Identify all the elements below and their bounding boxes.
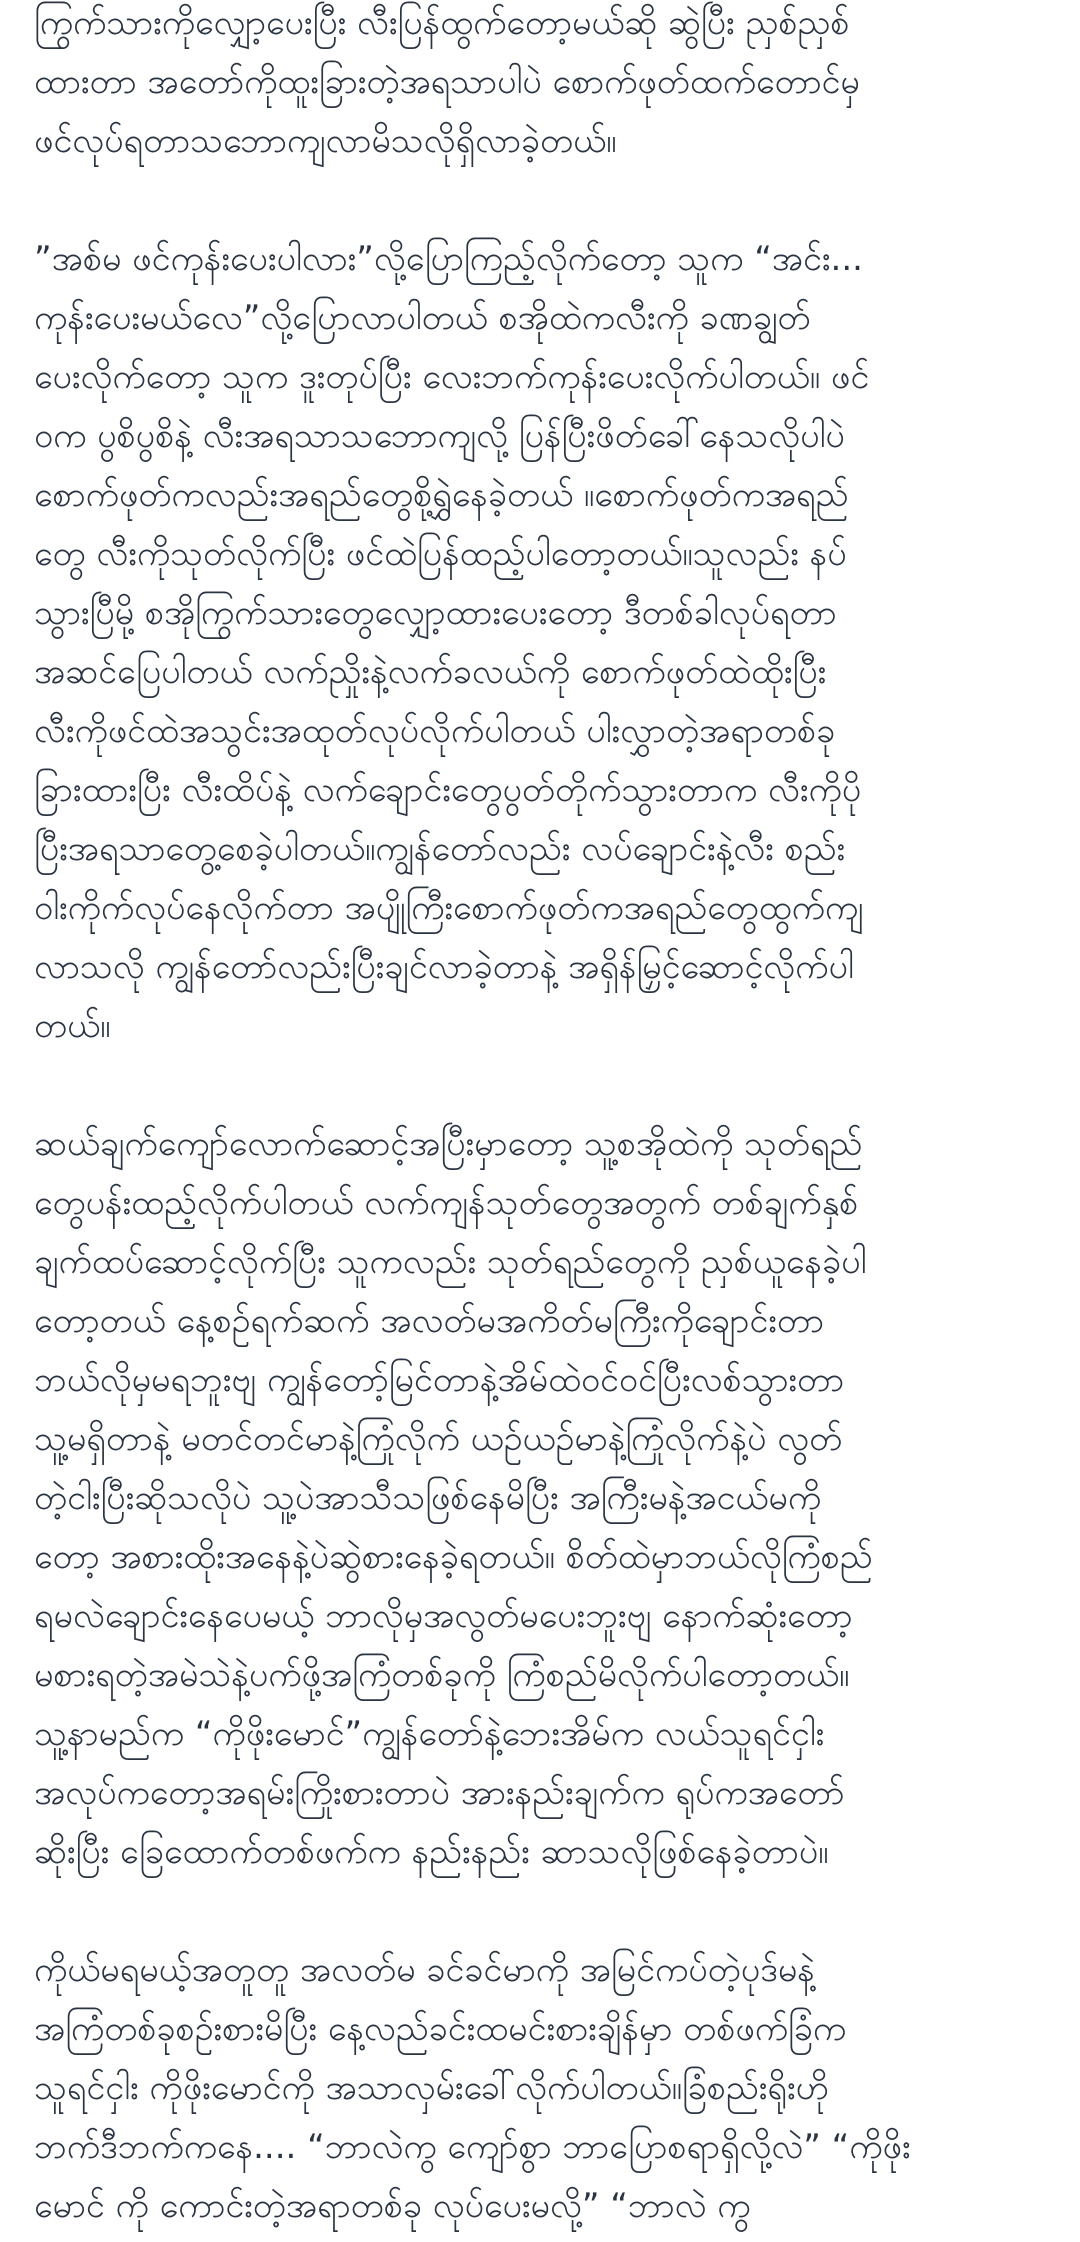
paragraph-line: တော့ အစားထိုးအနေနဲ့ပဲဆွဲစားနေခဲ့ရတယ်။ စိတ်ထဲမှာဘယ်လိုကြံစည်: [34, 1537, 873, 1577]
paragraph-line: ထားတာ အတော်ကိုထူးခြားတဲ့အရသာပါပဲ စောက်ဖုတ်ထက်တောင်မှ: [34, 62, 860, 102]
article-paragraph: [34, 1941, 1046, 2236]
article-body: [34, 0, 1046, 2242]
paragraph-line: တော့တယ် နေ့စဉ်ရက်ဆက် အလတ်မအကိတ်မကြီးကိုချောင်းတာ: [34, 1301, 824, 1341]
paragraph-line: အလုပ်ကတော့အရမ်းကြိုးစားတာပဲ အားနည်းချက်က ရုပ်ကအတော်: [34, 1773, 845, 1813]
paragraph-line: ပေးလိုက်တော့ သူက ဒူးတုပ်ပြီး လေးဘက်ကုန်းပေးလိုက်ပါတယ်။ ဖင်: [34, 357, 870, 397]
paragraph-line: အဆင်ပြေပါတယ် လက်ညှိုးနဲ့လက်ခလယ်ကို စောက်ဖုတ်ထဲထိုးပြီး: [34, 652, 827, 692]
paragraph-line: သူ့မရှိတာနဲ့ မတင်တင်မာနဲ့ကြုံလိုက် ယဉ်ယဉ်မာနဲ့ကြုံလိုက်နဲ့ပဲ လွတ်: [34, 1419, 843, 1459]
paragraph-line: ဖင်လုပ်ရတာသဘောကျလာမိသလိုရှိလာခဲ့တယ်။: [34, 121, 617, 161]
paragraph-line: လီးကိုဖင်ထဲအသွင်းအထုတ်လုပ်လိုက်ပါတယ် ပါးလွှာတဲ့အရာတစ်ခု: [34, 711, 836, 751]
paragraph-line: ကိုယ်မရမယ့်အတူတူ အလတ်မ ခင်ခင်မာကို အမြင်ကပ်တဲ့ပုဒ်မနဲ့: [34, 1950, 815, 1990]
paragraph-line: ကုန်းပေးမယ်လေ”လို့ပြောလာပါတယ် စအိုထဲကလီးကို ခဏချွတ်: [34, 298, 811, 338]
paragraph-line: ဘက်ဒီဘက်ကနေ.... “ဘာလဲကွ ကျော်စွာ ဘာပြောစရာရှိလို့လဲ” “ကိုဖိုး: [34, 2127, 911, 2167]
paragraph-line: ပြီးအရသာတွေ့စေခဲ့ပါတယ်။ကျွန်တော်လည်း လပ်ချောင်းနဲ့လီး စည်း: [34, 829, 846, 869]
paragraph-line: ဆယ်ချက်ကျော်လောက်ဆောင့်အပြီးမှာတော့ သူ့စအိုထဲကို သုတ်ရည်: [34, 1124, 863, 1164]
paragraph-line: ဘယ်လိုမှမရဘူးဗျ ကျွန်တော့်မြင်တာနဲ့အိမ်ထဲဝင်ဝင်ပြီးလစ်သွားတာ: [34, 1360, 845, 1400]
paragraph-line: ဝါးကိုက်လုပ်နေလိုက်တာ အပျိုကြီးစောက်ဖုတ်ကအရည်တွေထွက်ကျ: [34, 888, 864, 928]
paragraph-line: ကြွက်သားကိုလျှော့ပေးပြီး လီးပြန်ထွက်တော့မယ်ဆို ဆွဲပြီး ညှစ်ညှစ်: [34, 3, 850, 43]
article-paragraph: [34, 1115, 1046, 1882]
paragraph-line: လာသလို ကျွန်တော်လည်းပြီးချင်လာခဲ့တာနဲ့ အရှိန်မြှင့်ဆောင့်လိုက်ပါ: [34, 947, 854, 987]
paragraph-line: စောက်ဖုတ်ကလည်းအရည်တွေစို့ရွှဲနေခဲ့တယ် ။စောက်ဖုတ်ကအရည်: [34, 475, 849, 515]
paragraph-line: ဝက ပွစိပွစိနဲ့ လီးအရသာသဘောကျလို့ ပြန်ပြီးဖိတ်ခေါ်နေသလိုပါပဲ: [34, 416, 845, 456]
paragraph-line: ရမလဲချောင်းနေပေမယ့် ဘာလိုမှအလွတ်မပေးဘူးဗျ နောက်ဆုံးတော့: [34, 1596, 853, 1636]
article-paragraph: [34, 0, 1046, 171]
paragraph-line: ခြားထားပြီး လီးထိပ်နဲ့ လက်ချောင်းတွေပွတ်တိုက်သွားတာက လီးကိုပို: [34, 770, 862, 810]
paragraph-line: တဲ့ငါးပြီးဆိုသလိုပဲ သူ့ပဲအာသီသဖြစ်နေမိပြီး အကြီးမနဲ့အငယ်မကို: [34, 1478, 822, 1518]
paragraph-line: ”အစ်မ ဖင်ကုန်းပေးပါလား”လို့ပြောကြည့်လိုက်တော့ သူက “အင်း...: [34, 239, 863, 279]
paragraph-line: ဆိုးပြီး ခြေထောက်တစ်ဖက်က နည်းနည်း ဆာသလိုဖြစ်နေခဲ့တာပဲ။: [34, 1832, 829, 1872]
paragraph-line: သူ့နာမည်က “ကိုဖိုးမောင်”ကျွန်တော်နဲ့ဘေးအိမ်က လယ်သူရင်ငှါး: [34, 1714, 825, 1754]
paragraph-line: မောင် ကို ကောင်းတဲ့အရာတစ်ခု လုပ်ပေးမလို့” “ဘာလဲ ကွ: [34, 2186, 751, 2226]
paragraph-line: မစားရတဲ့အမဲသဲနဲ့ပက်ဖို့အကြံတစ်ခုကို ကြံစည်မိလိုက်ပါတော့တယ်။: [34, 1655, 850, 1695]
paragraph-line: တယ်။: [34, 1006, 111, 1046]
paragraph-line: တွေ လီးကိုသုတ်လိုက်ပြီး ဖင်ထဲပြန်ထည့်ပါတော့တယ်။သူလည်း နပ်: [34, 534, 847, 574]
paragraph-line: သူရင်ငှါး ကိုဖိုးမောင်ကို အသာလှမ်းခေါ်လိုက်ပါတယ်။ခြံစည်းရိုးဟို: [34, 2068, 829, 2108]
paragraph-line: တွေပန်းထည့်လိုက်ပါတယ် လက်ကျန်သုတ်တွေအတွက် တစ်ချက်နှစ်: [34, 1183, 859, 1223]
paragraph-line: ချက်ထပ်ဆောင့်လိုက်ပြီး သူကလည်း သုတ်ရည်တွေကို ညှစ်ယူနေခဲ့ပါ: [34, 1242, 867, 1282]
article-paragraph: [34, 230, 1046, 1056]
paragraph-line: အကြံတစ်ခုစဉ်းစားမိပြီး နေ့လည်ခင်းထမင်းစားချိန်မှာ တစ်ဖက်ခြံက: [34, 2009, 847, 2049]
paragraph-line: သွားပြီမို့ စအိုကြွက်သားတွေလျှော့ထားပေးတော့ ဒီတစ်ခါလုပ်ရတာ: [34, 593, 837, 633]
